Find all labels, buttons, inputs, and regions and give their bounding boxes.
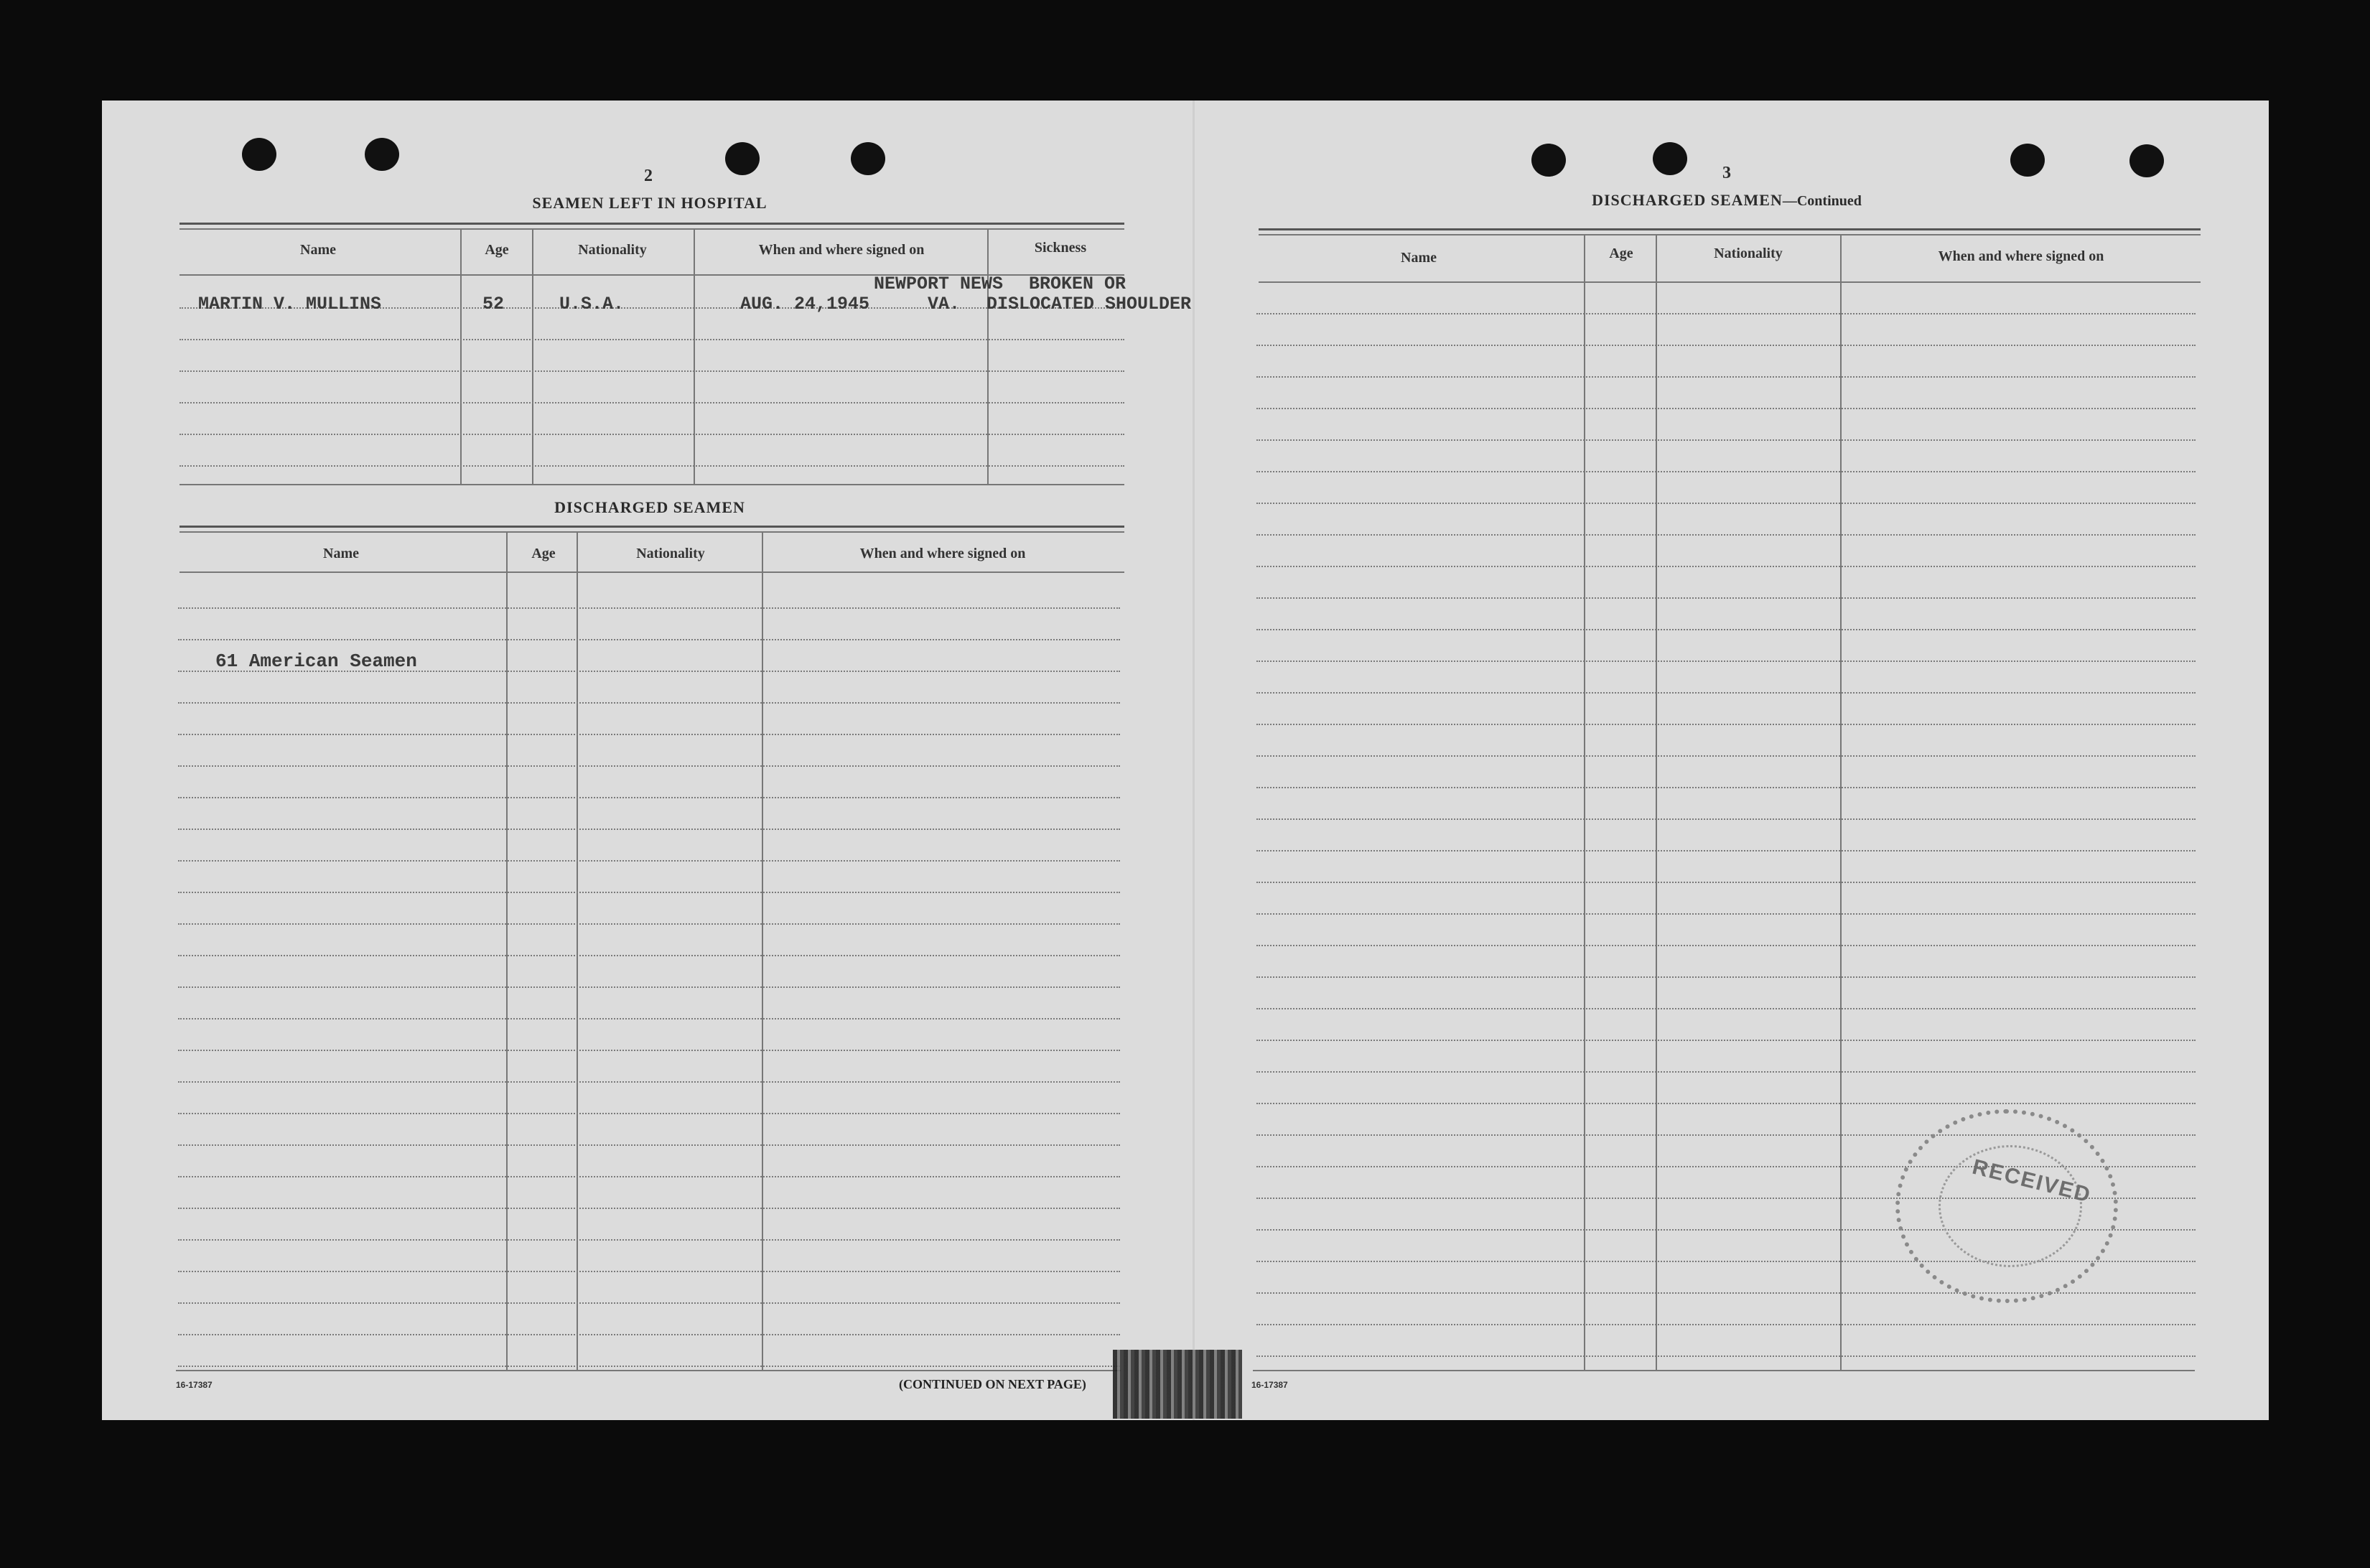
hospital-col-sickness: Sickness [1034, 240, 1087, 256]
ruled-line [1256, 313, 2196, 314]
discharged-header-rule [179, 571, 1124, 573]
ruled-line [1256, 629, 2196, 630]
hospital-top-rule [179, 223, 1124, 225]
hospital-col-age: Age [485, 242, 509, 258]
hospital-col-name: Name [300, 242, 336, 258]
hospital-col-divider [532, 228, 533, 485]
right-page-number: 3 [1722, 164, 1731, 182]
discharged-bottom-rule [176, 1370, 1121, 1371]
ruled-line [178, 829, 1120, 830]
ruled-line [1256, 1355, 2196, 1357]
ruled-line [178, 1239, 1120, 1241]
right-header-rule [1259, 281, 2201, 283]
ruled-line [1256, 1103, 2196, 1104]
ruled-line [1256, 1008, 2196, 1009]
ruled-line [178, 1366, 1120, 1367]
right-col-divider [1840, 234, 1842, 1370]
hospital-col-divider [694, 228, 695, 485]
ruled-line [1256, 345, 2196, 346]
hospital-bottom-rule [179, 484, 1124, 485]
ruled-line [178, 1018, 1120, 1019]
discharged-col-divider [577, 531, 578, 1370]
right-col-name: Name [1401, 250, 1437, 266]
ruled-line [178, 923, 1120, 925]
hospital-row-line [179, 402, 1124, 403]
discharged-col-nationality: Nationality [636, 546, 705, 561]
ruled-line [178, 1113, 1120, 1114]
hospital-entry-signed-place-2: VA. [928, 294, 961, 314]
discharged-col-age: Age [531, 546, 556, 561]
ruled-line [178, 1302, 1120, 1304]
ruled-line [178, 639, 1120, 640]
right-col-divider [1656, 234, 1657, 1370]
discharged-col-divider [762, 531, 763, 1370]
ruled-line [1256, 1040, 2196, 1041]
ruled-line [1256, 566, 2196, 567]
hospital-col-signed-on: When and where signed on [758, 242, 925, 258]
ruled-line [1256, 439, 2196, 441]
ruled-line [1256, 597, 2196, 599]
punch-hole [242, 138, 276, 171]
left-page-number: 2 [644, 167, 653, 185]
ruled-line [178, 607, 1120, 609]
discharged-col-signed-on: When and where signed on [859, 546, 1026, 561]
discharged-section-title: DISCHARGED SEAMEN [554, 498, 745, 516]
hospital-entry-sickness-1: BROKEN OR [1029, 274, 1126, 294]
punch-hole [365, 138, 399, 171]
right-col-signed-on: When and where signed on [1938, 248, 2104, 264]
hospital-col-nationality: Nationality [578, 242, 647, 258]
hospital-top-rule-2 [179, 228, 1124, 230]
ruled-line [178, 702, 1120, 704]
right-form-number: 16-17387 [1251, 1380, 1288, 1390]
ruled-line [1256, 661, 2196, 662]
ruled-line [1256, 850, 2196, 851]
hospital-row-line [179, 339, 1124, 340]
hospital-row-line [179, 465, 1124, 467]
discharged-entry: 61 American Seamen [215, 650, 417, 672]
right-col-divider [1584, 234, 1585, 1370]
ruled-line [1256, 534, 2196, 536]
hospital-entry-sickness-2: DISLOCATED SHOULDER [986, 294, 1192, 314]
hospital-col-divider [987, 228, 989, 485]
discharged-top-rule [179, 526, 1124, 528]
right-title-suffix: —Continued [1782, 193, 1862, 209]
right-bottom-rule [1253, 1370, 2195, 1371]
right-section-title [1592, 191, 1862, 210]
ruled-line [1256, 1324, 2196, 1325]
ruled-line [1256, 882, 2196, 883]
right-col-age: Age [1609, 246, 1633, 261]
hospital-section-title: SEAMEN LEFT IN HOSPITAL [532, 194, 768, 212]
discharged-col-divider [506, 531, 508, 1370]
ruled-line [1256, 503, 2196, 504]
ruled-line [178, 892, 1120, 893]
hospital-entry-signed-date: AUG. 24,1945 [740, 294, 870, 314]
received-stamp-text: RECEIVED [1969, 1154, 2094, 1208]
ruled-line [1256, 1071, 2196, 1073]
ruled-line [1256, 692, 2196, 694]
ruled-line [178, 797, 1120, 798]
ruled-line [1256, 755, 2196, 757]
discharged-col-name: Name [323, 546, 359, 561]
right-title-text: DISCHARGED SEAMEN [1592, 191, 1783, 209]
ruled-line [178, 734, 1120, 735]
ruled-line [178, 860, 1120, 862]
ruled-line [1256, 945, 2196, 946]
discharged-top-rule-2 [179, 531, 1124, 533]
left-form-number: 16-17387 [176, 1380, 213, 1390]
page-fold [1193, 101, 1195, 1420]
ruled-line [178, 1081, 1120, 1083]
ruled-line [1256, 913, 2196, 915]
hospital-col-divider [460, 228, 462, 485]
right-top-rule-2 [1259, 234, 2201, 235]
ruled-line [1256, 787, 2196, 788]
punch-hole [725, 142, 760, 175]
ruled-line [1256, 818, 2196, 820]
edge-smudge [1113, 1350, 1242, 1419]
ruled-line [178, 1050, 1120, 1051]
punch-hole [851, 142, 885, 175]
ruled-line [178, 1271, 1120, 1272]
hospital-entry-name: MARTIN V. MULLINS [198, 294, 382, 314]
hospital-row-line [179, 434, 1124, 435]
ruled-line [178, 1208, 1120, 1209]
ruled-line [178, 1334, 1120, 1335]
hospital-entry-nationality: U.S.A. [559, 294, 625, 314]
ruled-line [1256, 376, 2196, 378]
punch-hole [2010, 144, 2045, 177]
right-col-nationality: Nationality [1714, 246, 1783, 261]
ruled-line [178, 765, 1120, 767]
ruled-line [1256, 724, 2196, 725]
ruled-line [1256, 408, 2196, 409]
ruled-line [178, 1144, 1120, 1146]
continued-footer: (CONTINUED ON NEXT PAGE) [899, 1377, 1086, 1391]
punch-hole [1653, 142, 1687, 175]
punch-hole [2129, 144, 2164, 177]
punch-hole [1531, 144, 1566, 177]
hospital-entry-signed-place-1: NEWPORT NEWS [874, 274, 1004, 294]
ruled-line [178, 955, 1120, 956]
hospital-row-line [179, 370, 1124, 372]
ruled-line [1256, 976, 2196, 978]
right-top-rule [1259, 228, 2201, 230]
ruled-line [1256, 471, 2196, 472]
hospital-entry-age: 52 [482, 294, 505, 314]
ruled-line [178, 986, 1120, 988]
ruled-line [178, 1176, 1120, 1177]
